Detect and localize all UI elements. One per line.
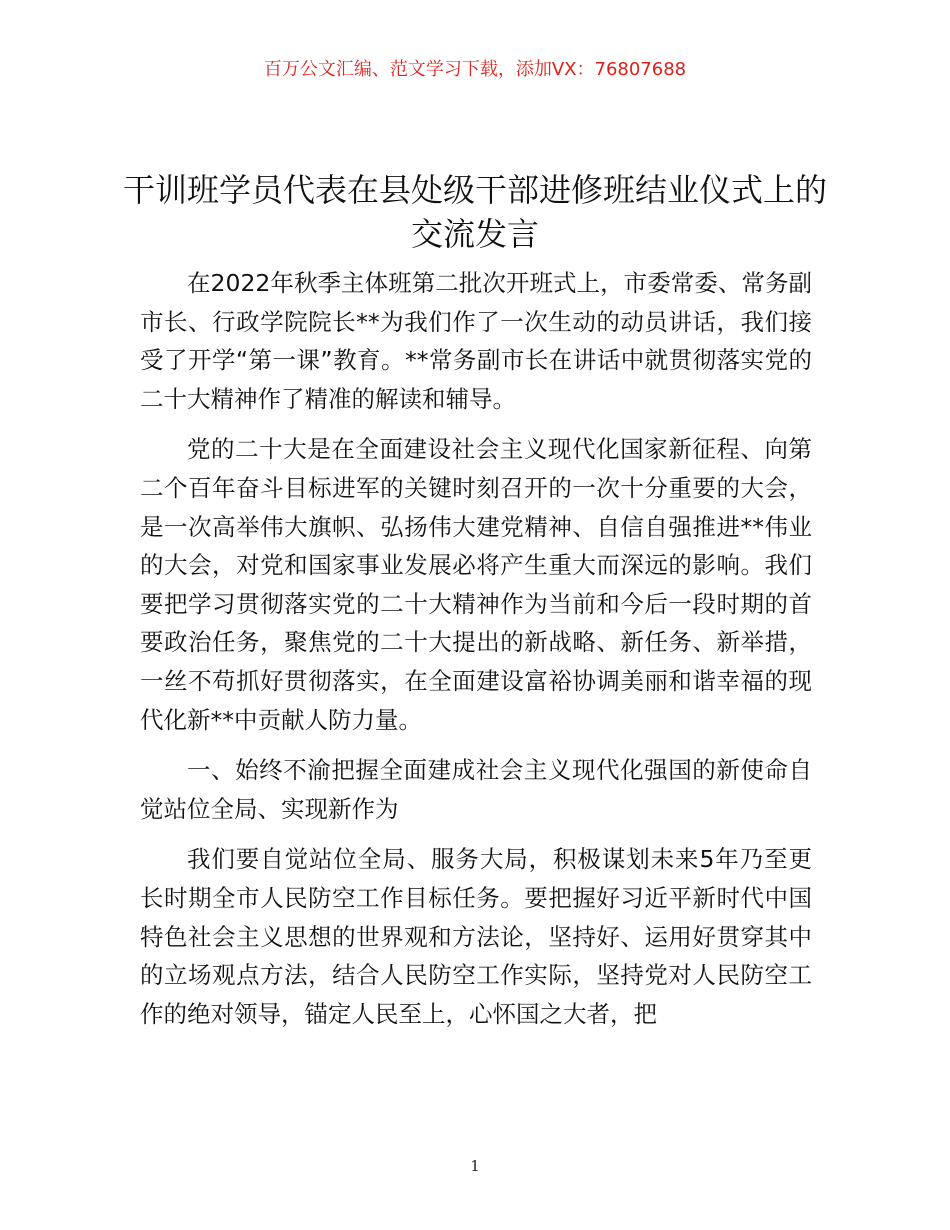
paragraph-2: 党的二十大是在全面建设社会主义现代化国家新征程、向第二个百年奋斗目标进军的关键时刻召开的一次十分重要的大会，是一次高举伟大旗帜、弘扬伟大建党精神、自信自强推进**伟业的大会，对党和国家事业发展必将产生重大而深远的影响。我们要把学习贯彻落实党的二十大精神作为当前和今后一段时期的首要政治任务，聚焦党的二十大提出的新战略、新任务、新举措，一丝不苟抓好贯彻落实，在全面建设富裕协调美丽和谐幸福的现代化新**中贡献人防力量。 [140,435,812,734]
document-body [140,264,812,1045]
header-banner: 百万公文汇编、范文学习下载，添加VX：76807688 [263,59,687,80]
paragraph-3: 我们要自觉站位全局、服务大局，积极谋划未来5年乃至更长时期全市人民防空工作目标任务。要把握好习近平新时代中国特色社会主义思想的世界观和方法论，坚持好、运用好贯穿其中的立场观点方法，结合人民防空工作实际，坚持党对人民防空工作的绝对领导，锚定人民至上，心怀国之大者，把 [140,845,812,1028]
section-heading-1: 一、始终不渝把握全面建成社会主义现代化强国的新使命自觉站位全局、实现新作为 [140,756,812,823]
paragraph-1: 在2022年秋季主体班第二批次开班式上，市委常委、常务副市长、行政学院院长**为我们作了一次生动的动员讲话，我们接受了开学“第一课”教育。**常务副市长在讲话中就贯彻落实党的二十大精神作了精准的解读和辅导。 [140,269,812,413]
document-title: 干训班学员代表在县处级干部进修班结业仪式上的交流发言 [122,171,827,253]
page-number: 1 [470,1157,480,1175]
